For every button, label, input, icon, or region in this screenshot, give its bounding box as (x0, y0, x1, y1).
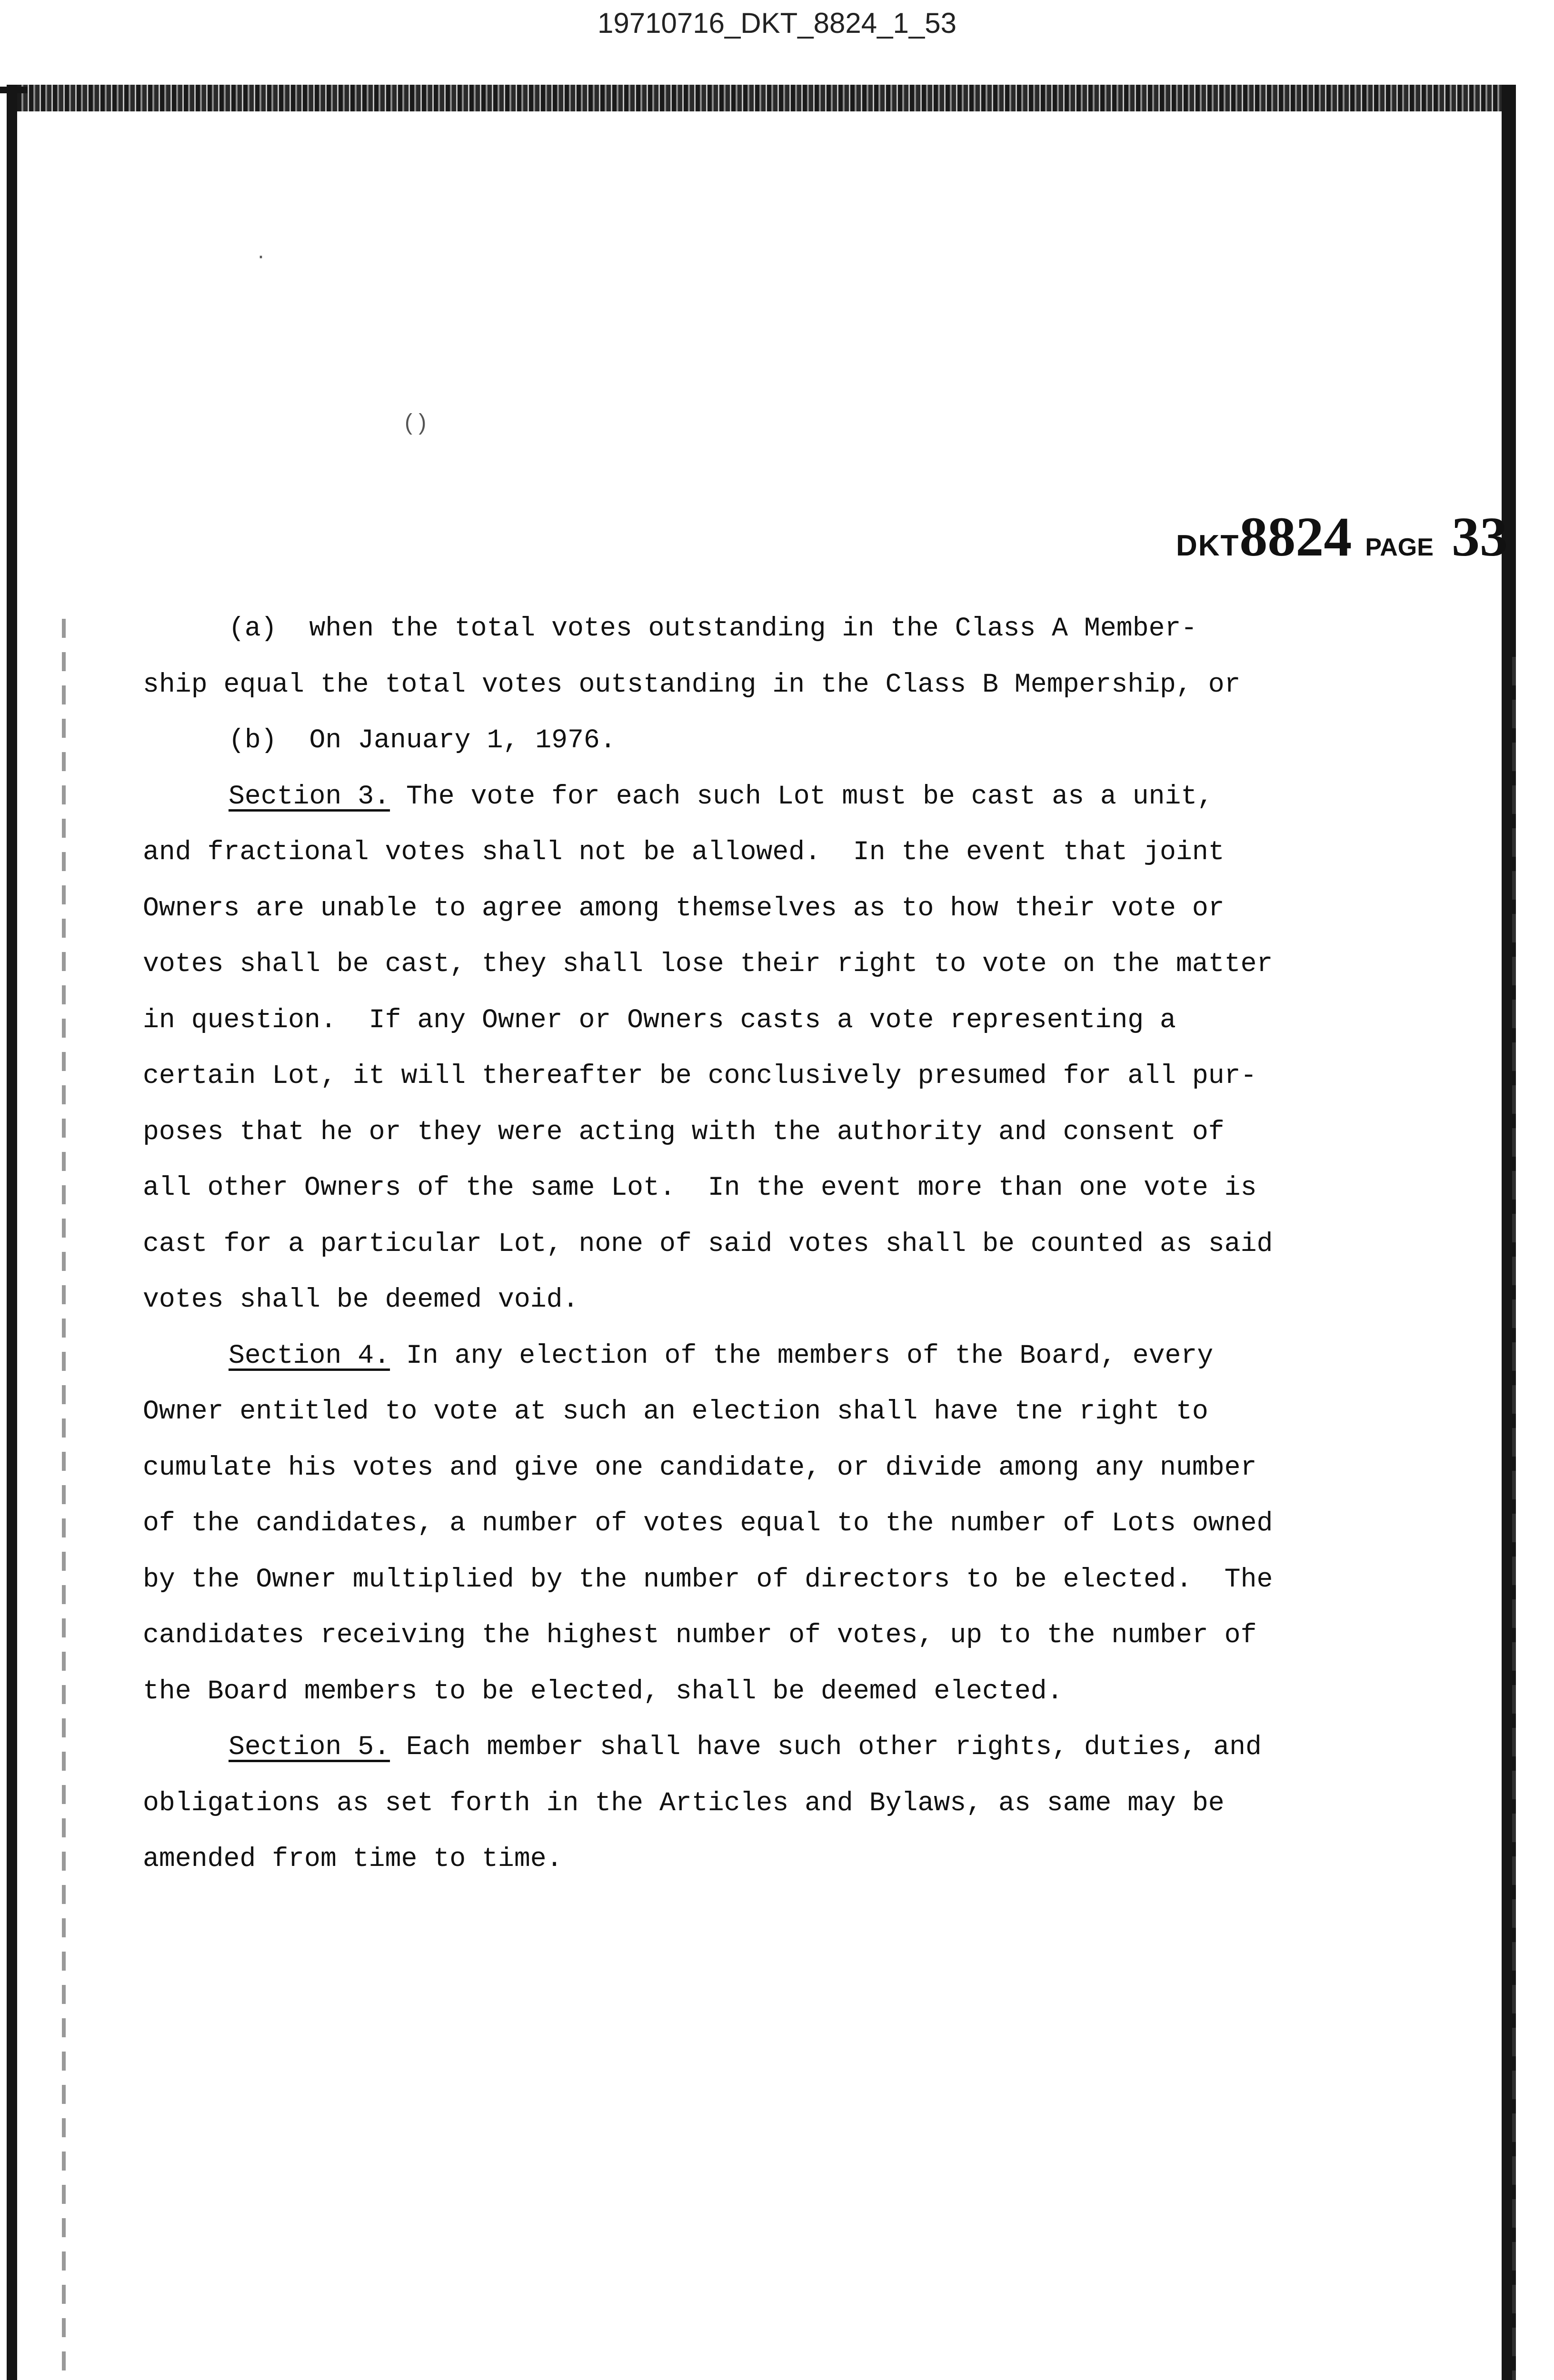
section-3-heading: Section 3. (229, 781, 390, 812)
text-line: votes shall be cast, they shall lose their right to vote on the matter (143, 949, 1273, 979)
scan-top-edge (17, 85, 1502, 111)
text-line: cast for a particular Lot, none of said votes shall be counted as said (143, 1228, 1273, 1259)
text-line: all other Owners of the same Lot. In the event more than one vote is (143, 1172, 1257, 1203)
text-line: and fractional votes shall not be allowed. In the event that joint (143, 837, 1225, 867)
text-line: amended from time to time. (143, 1844, 563, 1874)
text-line: by the Owner multiplied by the number of directors to be elected. The (143, 1564, 1273, 1595)
section-4-heading: Section 4. (229, 1340, 390, 1371)
text-line: obligations as set forth in the Articles and Bylaws, as same may be (143, 1787, 1225, 1818)
text-line: poses that he or they were acting with the authority and consent of (143, 1116, 1225, 1147)
text-line: in question. If any Owner or Owners casts a vote representing a (143, 1004, 1176, 1035)
text-line: the Board members to be elected, shall be deemed elected. (143, 1676, 1063, 1706)
text-line: ship equal the total votes outstanding in the Class B Mempership, or (143, 669, 1241, 700)
docket-stamp (1176, 505, 1508, 569)
document-body (143, 601, 1438, 1887)
text-line: (b) On January 1, 1976. (229, 725, 616, 755)
text-line: Owners are unable to agree among themselves as to how their vote or (143, 892, 1225, 923)
docket-page-label: PAGE (1365, 534, 1434, 561)
stray-dot: · (257, 243, 265, 268)
file-label: 19710716_DKT_8824_1_53 (597, 7, 956, 39)
section-5-heading: Section 5. (229, 1732, 390, 1762)
scan-left-tick (0, 87, 28, 93)
text-line-rest: Each member shall have such other rights, duties, and (390, 1732, 1262, 1762)
scan-right-margin-noise (1512, 657, 1516, 2380)
docket-number: 8824 (1239, 506, 1352, 568)
text-line-rest: The vote for each such Lot must be cast as a unit, (390, 781, 1214, 812)
docket-label: DKT (1176, 529, 1240, 562)
text-line: votes shall be deemed void. (143, 1284, 579, 1315)
text-line: Owner entitled to vote at such an election shall have tne right to (143, 1396, 1208, 1427)
scan-left-margin-noise (62, 619, 66, 2380)
text-line: certain Lot, it will thereafter be conclusively presumed for all pur- (143, 1061, 1257, 1091)
text-line: of the candidates, a number of votes equal to the number of Lots owned (143, 1508, 1273, 1538)
text-line: (a) when the total votes outstanding in the Class A Member- (229, 613, 1197, 644)
stray-parens: ( ) (405, 410, 427, 435)
docket-page-number: 33 (1451, 506, 1508, 568)
text-line: cumulate his votes and give one candidate, or divide among any number (143, 1452, 1257, 1483)
text-line (143, 1719, 1438, 1775)
text-line (143, 1328, 1438, 1384)
text-line (143, 769, 1438, 825)
text-line-rest: In any election of the members of the Board, every (390, 1340, 1214, 1371)
text-line: candidates receiving the highest number of votes, up to the number of (143, 1620, 1257, 1650)
